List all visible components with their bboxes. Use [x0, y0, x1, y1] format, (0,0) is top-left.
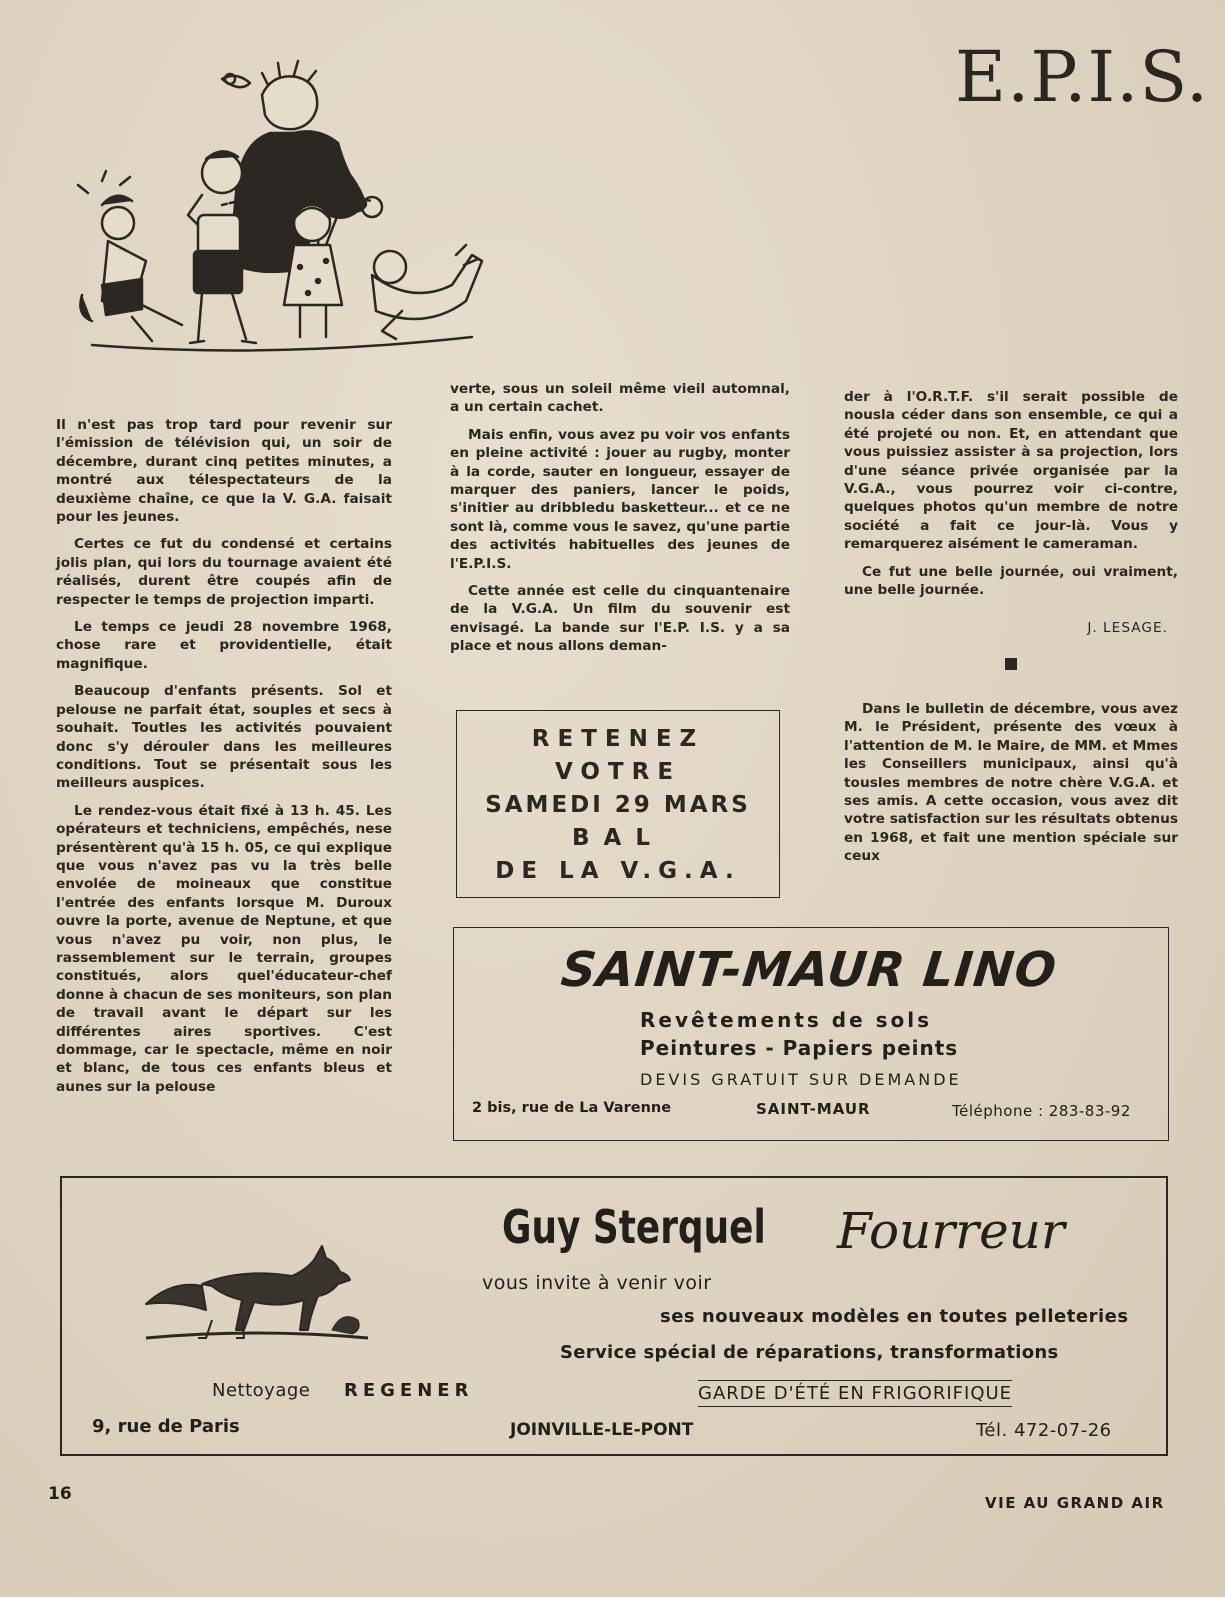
ad-city: JOINVILLE-LE-PONT — [510, 1420, 694, 1440]
ad-line: DEVIS GRATUIT SUR DEMANDE — [640, 1070, 962, 1089]
ad-trade: Fourreur — [837, 1202, 1065, 1260]
ad-line: Peintures - Papiers peints — [640, 1036, 959, 1060]
paragraph: Cette année est celle du cinquantenaire de la V.G.A. Un film du souvenir est envisagé. La bande sur l'E.P. I.S. y a sa place et nous allons deman- — [450, 583, 790, 655]
advertisement-saint-maur-lino — [453, 927, 1169, 1141]
paragraph: verte, sous un soleil même vieil automnal, a un certain cachet. — [450, 381, 790, 416]
paragraph: Dans le bulletin de décembre, vous avez M. le Président, présente des vœux à l'attention de M. le Maire, de MM. et Mmes les Conseillers municipaux, ainsi qu'à tousles membres de notre chère V.G.A. et ses amis. A cette occasion, vous avez dit votre satisfaction sur les résultats obtenus en 1968, et fait une mention spéciale sur ceux — [844, 700, 1178, 865]
notice-line: VOTRE — [554, 759, 682, 785]
author-signature: J. LESAGE. — [1087, 620, 1168, 637]
ad-phone: Téléphone : 283-83-92 — [952, 1102, 1131, 1120]
page-number: 16 — [48, 1484, 72, 1504]
article-column-2 — [450, 380, 790, 665]
paragraph: Mais enfin, vous avez pu voir vos enfants en pleine activité : jouer au rugby, monter à la corde, sauter en longueur, essayer de marquer des paniers, lancer le poids, s'initier au dribbledu basketteur... et ce ne sont là, comme vous le savez, qu'une partie des activités habituelles des jeunes de l'E.P.I.S. — [450, 426, 790, 572]
ad-line: ses nouveaux modèles en toutes pelleteries — [660, 1306, 1129, 1327]
ad-brand-name: Guy Sterquel — [502, 1200, 766, 1254]
boxing-cartoon-illustration — [72, 55, 492, 365]
ad-line: vous invite à venir voir — [482, 1272, 712, 1294]
ad-line: Revêtements de sols — [640, 1008, 933, 1032]
ad-storage-service: GARDE D'ÉTÉ EN FRIGORIFIQUE — [698, 1380, 1012, 1407]
paragraph: Le rendez-vous était fixé à 13 h. 45. Les opérateurs et techniciens, empêchés, nese présentèrent qu'à 15 h. 05, ce qui explique que vous n'avez pas vu la très belle envolée de moineaux que constitue l'entrée des enfants lorsque M. Duroux ouvre la porte, avenue de Neptune, et que vous n'avez pu voir, non plus, le rassemblement sur le terrain, groupes constitués, alors quel'éducateur-chef donne à chacun de ses moniteurs, son plan de travail avant le départ sur les différentes aires sportives. C'est dommage, car le spectacle, même en noir et blanc, de tous ces enfants bleus et aunes sur la pelouse — [56, 802, 392, 1095]
paragraph: Le temps ce jeudi 28 novembre 1968, chose rare et providentielle, était magnifique. — [56, 619, 392, 672]
advertisement-guy-sterquel — [60, 1176, 1168, 1456]
page-title: E.P.I.S. — [955, 36, 1210, 118]
ad-brand-name: SAINT-MAUR LINO — [558, 942, 1060, 998]
ad-cleaning-brand: REGENER — [344, 1380, 474, 1401]
paragraph: Beaucoup d'enfants présents. Sol et pelouse ne parfait état, souples et secs à souhait. Toutles les activités pouvaient donc s'y dérouler dans les meilleures conditions. Tout se présentait sous les meilleurs auspices. — [56, 683, 392, 792]
ad-phone: Tél. 472-07-26 — [976, 1420, 1112, 1441]
notice-line: SAMEDI 29 MARS — [485, 792, 751, 818]
ad-address: 2 bis, rue de La Varenne — [472, 1100, 672, 1116]
event-notice-box — [456, 710, 780, 898]
magazine-name: VIE AU GRAND AIR — [985, 1494, 1165, 1512]
notice-line: DE LA V.G.A. — [495, 858, 741, 884]
article-column-1 — [56, 416, 392, 1105]
notice-line: BAL — [572, 825, 664, 851]
ad-address: 9, rue de Paris — [92, 1416, 240, 1437]
article-column-3 — [844, 388, 1178, 875]
fox-icon — [142, 1234, 372, 1344]
ad-line: Service spécial de réparations, transformations — [560, 1342, 1059, 1363]
notice-line: RETENEZ — [531, 726, 705, 752]
paragraph: der à l'O.R.T.F. s'il serait possible de nousla céder dans son ensemble, ce qui a été projeté ou non. Et, en attendant que vous puissiez assister à sa projection, lors d'une séance privée organisée par la V.G.A., vous pourrez voir ci-contre, quelques photos qu'un membre de notre société a fait ce jour-là. Vous y remarquerez aisément le cameraman. — [844, 389, 1178, 553]
paragraph: Certes ce fut du condensé et certains jolis plan, qui lors du tournage avaient été réalisés, durent être coupés afin de respecter le temps de projection imparti. — [56, 536, 392, 608]
ad-cleaning-label: Nettoyage — [212, 1380, 311, 1401]
ad-city: SAINT-MAUR — [756, 1100, 871, 1118]
paragraph: Il n'est pas trop tard pour revenir sur l'émission de télévision qui, un soir de décembre, durant cinq petites minutes, a montré aux télespectateurs de la deuxième chaîne, ce que la V. G.A. faisait pour les jeunes. — [56, 417, 392, 526]
section-separator-square — [1005, 658, 1017, 670]
paragraph: Ce fut une belle journée, oui vraiment, une belle journée. — [844, 563, 1178, 599]
